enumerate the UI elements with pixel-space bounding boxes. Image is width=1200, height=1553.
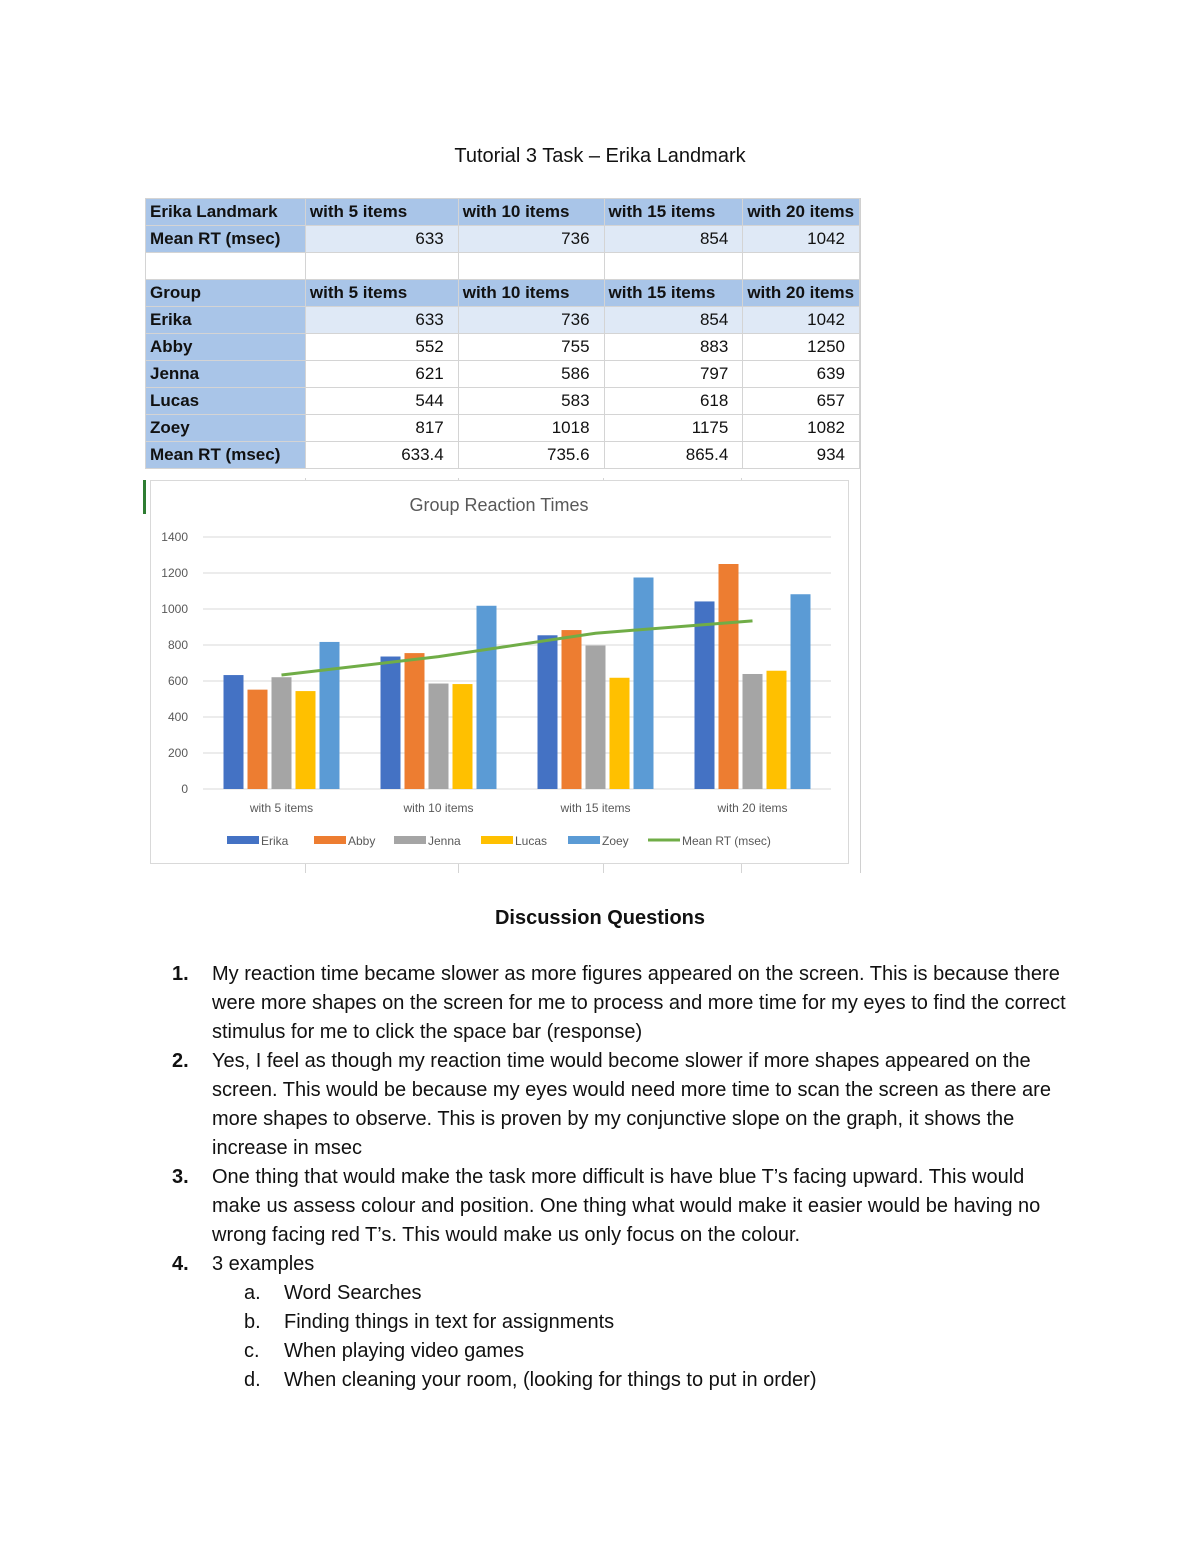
table1-corner: Erika Landmark xyxy=(146,199,306,226)
empty-cell xyxy=(305,253,458,280)
y-tick-label: 1000 xyxy=(161,602,188,616)
x-tick-label: with 10 items xyxy=(403,801,474,815)
document-title: Tutorial 3 Task – Erika Landmark xyxy=(454,145,746,167)
discussion-title: Discussion Questions xyxy=(494,907,706,929)
table1-cell: 633 xyxy=(305,226,458,253)
legend-label: Lucas xyxy=(515,834,548,848)
legend-swatch xyxy=(227,836,259,844)
chart-container[interactable] xyxy=(150,480,849,864)
y-tick-label: 200 xyxy=(167,746,188,760)
table2-row-label: Jenna xyxy=(146,361,306,388)
legend-swatch xyxy=(481,836,513,844)
discussion-list xyxy=(172,960,1072,1395)
legend-swatch xyxy=(568,836,600,844)
y-tick-label: 0 xyxy=(181,782,188,796)
bar-abby xyxy=(248,690,268,789)
y-tick-label: 800 xyxy=(167,638,188,652)
table2-row xyxy=(146,442,860,469)
question-text: Yes, I feel as though my reaction time would become slower if more shapes appeared on the screen. This would be because my eyes would need more time to scan the screen as there are more shapes to observe. This is proven by my conjunctive slope on the graph, it shows the increase in msec xyxy=(212,1050,1051,1159)
bar-zoey xyxy=(634,578,654,790)
question-number: 4. xyxy=(172,1253,189,1275)
example-letter: c. xyxy=(244,1340,260,1362)
bar-zoey xyxy=(477,606,497,789)
bar-abby xyxy=(719,564,739,789)
table1-cell: 854 xyxy=(604,226,743,253)
y-axis-ticks xyxy=(161,530,188,796)
table2-row xyxy=(146,388,860,415)
empty-cell xyxy=(743,253,860,280)
table2-row xyxy=(146,334,860,361)
table2-cell: 1082 xyxy=(743,415,860,442)
empty-row xyxy=(146,253,860,280)
table2-col-header: with 5 items xyxy=(305,280,458,307)
example-text: When cleaning your room, (looking for things to put in order) xyxy=(284,1369,817,1391)
table2-cell: 883 xyxy=(604,334,743,361)
table2-row-label: Abby xyxy=(146,334,306,361)
legend-label: Abby xyxy=(348,834,376,848)
bar-zoey xyxy=(791,594,811,789)
legend-swatch xyxy=(314,836,346,844)
bar-jenna xyxy=(586,646,606,789)
table2-cell: 736 xyxy=(458,307,604,334)
table2-cell: 633.4 xyxy=(305,442,458,469)
table2-col-header: with 10 items xyxy=(458,280,604,307)
table1-col-header: with 15 items xyxy=(604,199,743,226)
table2-col-header: with 20 items xyxy=(743,280,860,307)
table2-row xyxy=(146,361,860,388)
bar-zoey xyxy=(320,642,340,789)
example-text: Word Searches xyxy=(284,1282,422,1304)
chart-title: Group Reaction Times xyxy=(409,495,589,515)
example-item xyxy=(244,1279,1072,1308)
question-text: My reaction time became slower as more figures appeared on the screen. This is because there were more shapes on the screen for me to process and more time for my eyes to find the correct stimulus for me to click the space bar (response) xyxy=(212,963,1066,1043)
legend xyxy=(227,834,771,848)
table2-header-row xyxy=(146,280,860,307)
table2-row xyxy=(146,415,860,442)
bar-jenna xyxy=(743,674,763,789)
table2-row-label: Lucas xyxy=(146,388,306,415)
bar-abby xyxy=(405,653,425,789)
table2-cell: 755 xyxy=(458,334,604,361)
bar-jenna xyxy=(429,684,449,789)
table2-cell: 817 xyxy=(305,415,458,442)
table1-col-header: with 5 items xyxy=(305,199,458,226)
table2-cell: 657 xyxy=(743,388,860,415)
table2-row xyxy=(146,307,860,334)
question-item xyxy=(172,960,1072,1047)
empty-cell xyxy=(604,253,743,280)
table2-cell: 621 xyxy=(305,361,458,388)
example-item xyxy=(244,1366,1072,1395)
y-tick-label: 1400 xyxy=(161,530,188,544)
bar-erika xyxy=(695,601,715,789)
table1-row xyxy=(146,226,860,253)
table2-cell: 544 xyxy=(305,388,458,415)
bar-erika xyxy=(381,657,401,789)
mean-line xyxy=(282,621,753,675)
table1-col-header: with 10 items xyxy=(458,199,604,226)
bar-erika xyxy=(538,635,558,789)
legend-swatch xyxy=(394,836,426,844)
x-tick-label: with 15 items xyxy=(560,801,631,815)
table2-cell: 1018 xyxy=(458,415,604,442)
table2-cell: 854 xyxy=(604,307,743,334)
legend-label: Jenna xyxy=(428,834,461,848)
group-reaction-chart xyxy=(151,481,848,863)
table2-cell: 552 xyxy=(305,334,458,361)
table2-cell: 735.6 xyxy=(458,442,604,469)
table2-cell: 934 xyxy=(743,442,860,469)
table2-cell: 1042 xyxy=(743,307,860,334)
table2-cell: 633 xyxy=(305,307,458,334)
y-tick-label: 600 xyxy=(167,674,188,688)
x-axis-ticks xyxy=(249,801,788,815)
table2-cell: 583 xyxy=(458,388,604,415)
question-number: 2. xyxy=(172,1050,189,1072)
example-item xyxy=(244,1308,1072,1337)
table2-row-label: Mean RT (msec) xyxy=(146,442,306,469)
example-text: When playing video games xyxy=(284,1340,525,1362)
question-number: 3. xyxy=(172,1166,189,1188)
mean-rt-line xyxy=(282,621,753,675)
table1-row-label: Mean RT (msec) xyxy=(146,226,306,253)
spreadsheet-table xyxy=(145,198,860,469)
bar-erika xyxy=(224,675,244,789)
table2-row-label: Zoey xyxy=(146,415,306,442)
table1-col-header: with 20 items xyxy=(743,199,860,226)
bar-lucas xyxy=(296,691,316,789)
empty-cell xyxy=(458,253,604,280)
bar-abby xyxy=(562,630,582,789)
x-tick-label: with 20 items xyxy=(717,801,788,815)
y-tick-label: 1200 xyxy=(161,566,188,580)
table2-col-header: with 15 items xyxy=(604,280,743,307)
bars xyxy=(224,564,811,789)
question-text: One thing that would make the task more difficult is have blue T’s facing upward. This would make us assess colour and position. One thing what would make it easier would be having no wrong facing red T’s. This would make us only focus on the colour. xyxy=(212,1166,1041,1246)
table2-cell: 1175 xyxy=(604,415,743,442)
question-item xyxy=(172,1047,1072,1163)
table1-cell: 1042 xyxy=(743,226,860,253)
bar-jenna xyxy=(272,677,292,789)
table2-cell: 1250 xyxy=(743,334,860,361)
example-text: Finding things in text for assignments xyxy=(284,1311,615,1333)
table2-cell: 586 xyxy=(458,361,604,388)
bar-lucas xyxy=(453,684,473,789)
empty-cell xyxy=(146,253,306,280)
question-item xyxy=(172,1163,1072,1250)
x-tick-label: with 5 items xyxy=(249,801,314,815)
bar-lucas xyxy=(610,678,630,789)
question-number: 1. xyxy=(172,963,189,985)
table2-row-label: Erika xyxy=(146,307,306,334)
table2-cell: 639 xyxy=(743,361,860,388)
legend-label: Zoey xyxy=(602,834,629,848)
legend-label: Erika xyxy=(261,834,289,848)
table2-cell: 618 xyxy=(604,388,743,415)
example-item xyxy=(244,1337,1072,1366)
table1-cell: 736 xyxy=(458,226,604,253)
bar-lucas xyxy=(767,671,787,789)
legend-label: Mean RT (msec) xyxy=(682,834,771,848)
example-letter: b. xyxy=(244,1311,261,1333)
question-item xyxy=(172,1250,1072,1279)
table1-header-row xyxy=(146,199,860,226)
question-text: 3 examples xyxy=(212,1253,315,1275)
example-letter: a. xyxy=(244,1282,261,1304)
selection-marker xyxy=(143,480,146,514)
table2-cell: 865.4 xyxy=(604,442,743,469)
table2-cell: 797 xyxy=(604,361,743,388)
example-letter: d. xyxy=(244,1369,261,1391)
table2-corner: Group xyxy=(146,280,306,307)
y-tick-label: 400 xyxy=(167,710,188,724)
